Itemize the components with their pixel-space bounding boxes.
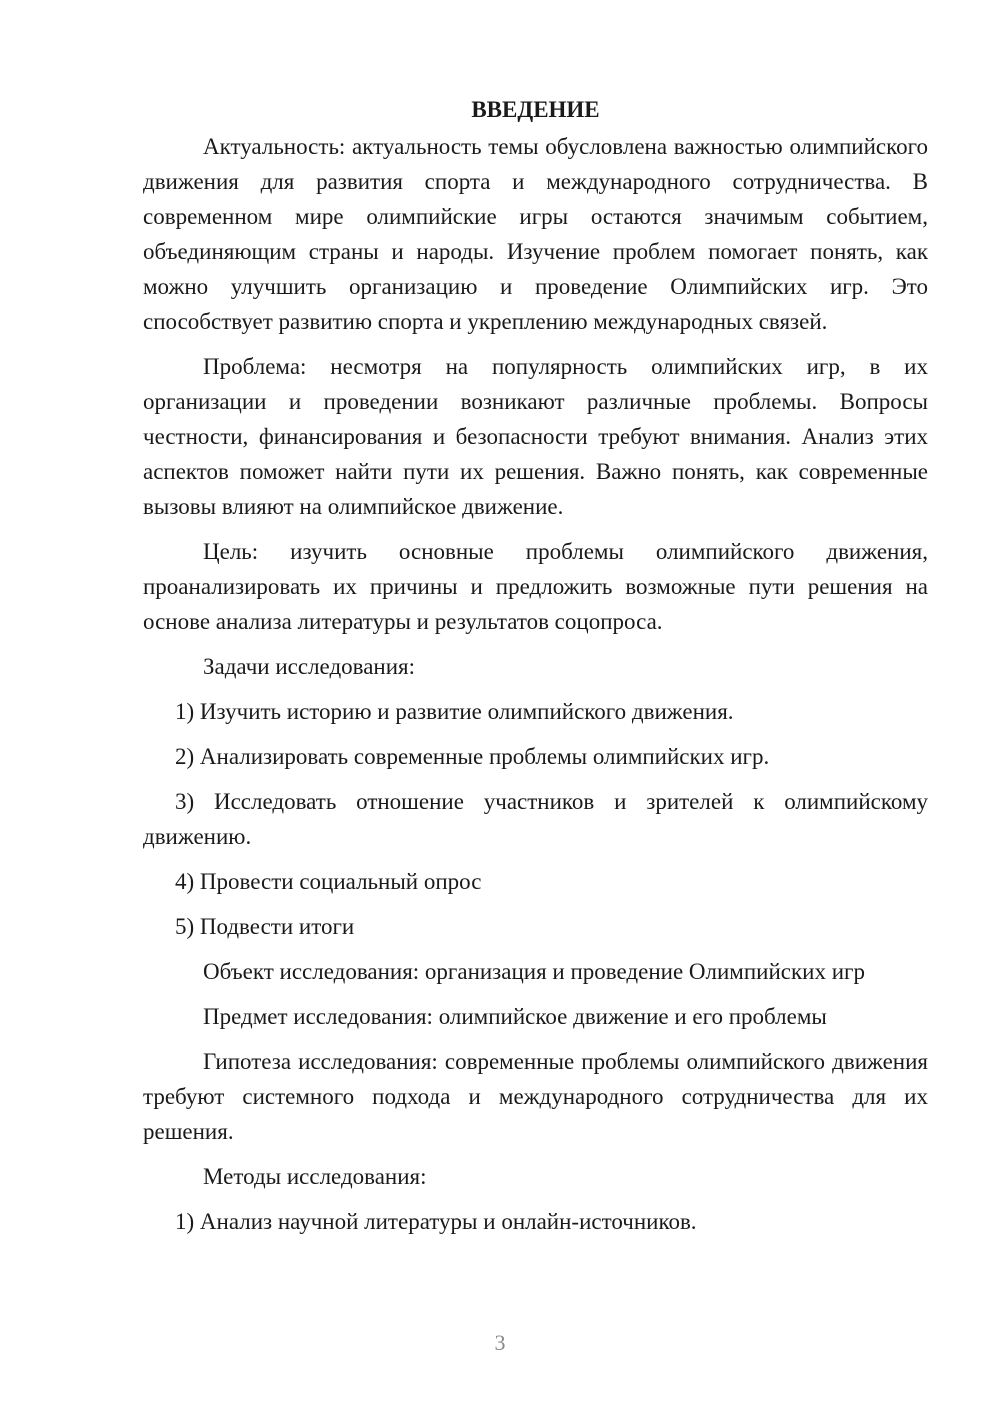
goal-paragraph: Цель: изучить основные проблемы олимпийского движения, проанализировать их причины и предложить возможные пути решения на основе анализа литературы и результатов соцопроса. bbox=[143, 539, 928, 634]
task-item-4: 4) Провести социальный опрос bbox=[175, 869, 482, 894]
problem-paragraph: Проблема: несмотря на популярность олимпийских игр, в их организации и проведении возникают различные проблемы. Вопросы честности, финансирования и безопасности требуют внимания. Анализ этих аспектов поможет найти пути их решения. Важно понять, как современные вызовы влияют на олимпийское движение. bbox=[143, 354, 928, 519]
task-item-5: 5) Подвести итоги bbox=[175, 914, 355, 939]
relevance-paragraph: Актуальность: актуальность темы обусловлена важностью олимпийского движения для развития спорта и международного сотрудничества. В современном мире олимпийские игры остаются значимым событием, объединяющим страны и народы. Изучение проблем помогает понять, как можно улучшить организацию и проведение Олимпийских игр. Это способствует развитию спорта и укреплению международных связей. bbox=[143, 134, 928, 334]
task-item-2: 2) Анализировать современные проблемы олимпийских игр. bbox=[175, 744, 770, 769]
document-title: ВВЕДЕНИЕ bbox=[471, 97, 600, 122]
research-object: Объект исследования: организация и проведение Олимпийских игр bbox=[203, 959, 865, 984]
method-item-1: 1) Анализ научной литературы и онлайн-источников. bbox=[175, 1209, 697, 1234]
research-hypothesis: Гипотеза исследования: современные проблемы олимпийского движения требуют системного подхода и международного сотрудничества для их решения. bbox=[143, 1049, 928, 1144]
task-item-3: 3) Исследовать отношение участников и зрителей к олимпийскому движению. bbox=[143, 789, 928, 849]
tasks-heading: Задачи исследования: bbox=[203, 654, 416, 679]
document-page bbox=[143, 92, 928, 1249]
task-item-1: 1) Изучить историю и развитие олимпийского движения. bbox=[175, 699, 734, 724]
research-subject: Предмет исследования: олимпийское движение и его проблемы bbox=[203, 1004, 827, 1029]
page-number: 3 bbox=[494, 1330, 506, 1355]
methods-heading: Методы исследования: bbox=[203, 1164, 427, 1189]
